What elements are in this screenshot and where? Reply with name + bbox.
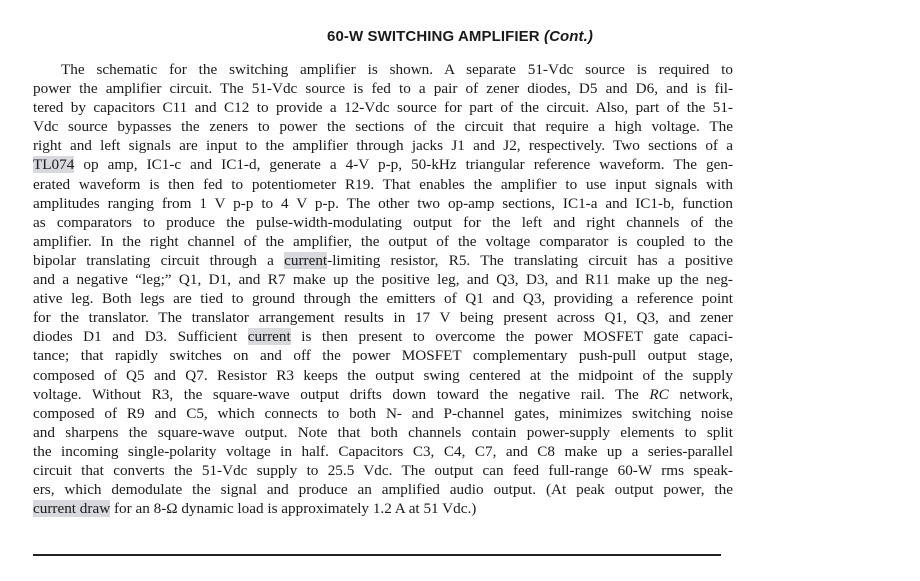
text-run: circuit that converts the 51-Vdc supply to 25.5 Vdc. The output can feed full-range 60-W rms speak- <box>33 461 733 479</box>
text-run: composed of Q5 and Q7. Resistor R3 keeps the output swing centered at the midpoint of the supply <box>33 366 733 384</box>
text-run: ers, which demodulate the signal and produce an amplified audio output. (At peak output power, the <box>33 481 733 499</box>
text-line <box>33 213 733 232</box>
highlighted-term: TL074 <box>33 156 75 174</box>
text-run: bipolar translating circuit through a <box>33 251 285 269</box>
text-run: ative leg. Both legs are tied to ground through the emitters of Q1 and Q3, providing a reference point <box>33 290 733 308</box>
bottom-rule <box>33 554 721 556</box>
text-line <box>33 136 733 155</box>
text-run: -limiting resistor, R5. The translating circuit has a positive <box>327 251 733 269</box>
text-line <box>33 327 733 346</box>
text-line <box>33 232 733 251</box>
text-run: as comparators to produce the pulse-width-modulating output for the left and right channels of the <box>33 213 733 231</box>
text-line <box>33 308 733 327</box>
text-line <box>33 270 733 289</box>
text-run: the incoming single-polarity voltage in half. Capacitors C3, C4, C7, and C8 make up a series-parallel <box>33 442 733 460</box>
text-run: voltage. Without R3, the square-wave output drifts down toward the negative rail. The <box>33 385 650 403</box>
heading-continued-suffix: (Cont.) <box>543 28 593 45</box>
text-line <box>33 117 733 136</box>
text-line <box>33 251 733 270</box>
text-line <box>33 79 733 98</box>
text-line <box>33 366 733 385</box>
text-run: op amp, IC1-c and IC1-d, generate a 4-V p-p, 50-kHz triangular reference waveform. The gen- <box>74 156 733 174</box>
text-run: and a negative “leg;” Q1, D1, and R7 make up the positive leg, and Q3, D3, and R11 make up the neg- <box>33 271 733 289</box>
text-run: amplitudes ranging from 1 V p-p to 4 V p-p. The other two op-amp sections, IC1-a and IC1-b, function <box>33 194 733 212</box>
text-run: Vdc source bypasses the zeners to power the sections of the circuit that require a high voltage. The <box>33 118 733 136</box>
text-line <box>33 442 733 461</box>
text-run: The schematic for the switching amplifier is shown. A separate 51-Vdc source is required to <box>61 61 733 78</box>
text-run: diodes D1 and D3. Sufficient <box>33 328 248 346</box>
text-run: RC <box>649 385 669 403</box>
text-run: for the translator. The translator arrangement results in 17 V being present across Q1, Q3, and zener <box>33 309 733 327</box>
page-heading <box>0 28 920 45</box>
highlighted-term: current draw <box>33 500 111 518</box>
text-run: tance; that rapidly switches on and off the power MOSFET complementary push-pull output stage, <box>33 347 733 365</box>
highlighted-term: current <box>284 251 328 269</box>
body-paragraph <box>33 60 733 518</box>
text-line <box>33 461 733 480</box>
heading-title: 60-W SWITCHING AMPLIFIER <box>327 28 540 45</box>
text-line <box>33 404 733 423</box>
text-line <box>33 98 733 117</box>
text-run: is then present to overcome the power MOSFET gate capaci- <box>290 328 733 346</box>
highlighted-term: current <box>247 328 291 346</box>
text-run: amplifier. In the right channel of the amplifier, the output of the voltage comparator is coupled to the <box>33 232 733 250</box>
text-line <box>33 289 733 308</box>
text-line <box>33 480 733 499</box>
text-line <box>33 423 733 442</box>
text-run: power the amplifier circuit. The 51-Vdc source is fed to a pair of zener diodes, D5 and D6, and is fil- <box>33 80 733 98</box>
text-run: composed of R9 and C5, which connects to both N- and P-channel gates, minimizes switching noise <box>33 404 733 422</box>
text-line <box>33 194 733 213</box>
text-line <box>33 499 733 518</box>
text-line <box>33 155 733 174</box>
text-line <box>33 385 733 404</box>
text-run: erated waveform is then fed to potentiometer R19. That enables the amplifier to use input signals with <box>33 175 733 193</box>
text-run: for an 8-Ω dynamic load is approximately 1.2 A at 51 Vdc.) <box>110 500 477 518</box>
text-line <box>33 60 733 79</box>
text-run: right and left signals are input to the amplifier through jacks J1 and J2, respectively. Two sections of a <box>33 137 733 155</box>
text-line <box>33 175 733 194</box>
text-run: tered by capacitors C11 and C12 to provide a 12-Vdc source for part of the circuit. Also, part of the 51- <box>33 99 733 117</box>
text-line <box>33 346 733 365</box>
text-run: and sharpens the square-wave output. Note that both channels contain power-supply elements to split <box>33 423 733 441</box>
text-run: network, <box>668 385 733 403</box>
